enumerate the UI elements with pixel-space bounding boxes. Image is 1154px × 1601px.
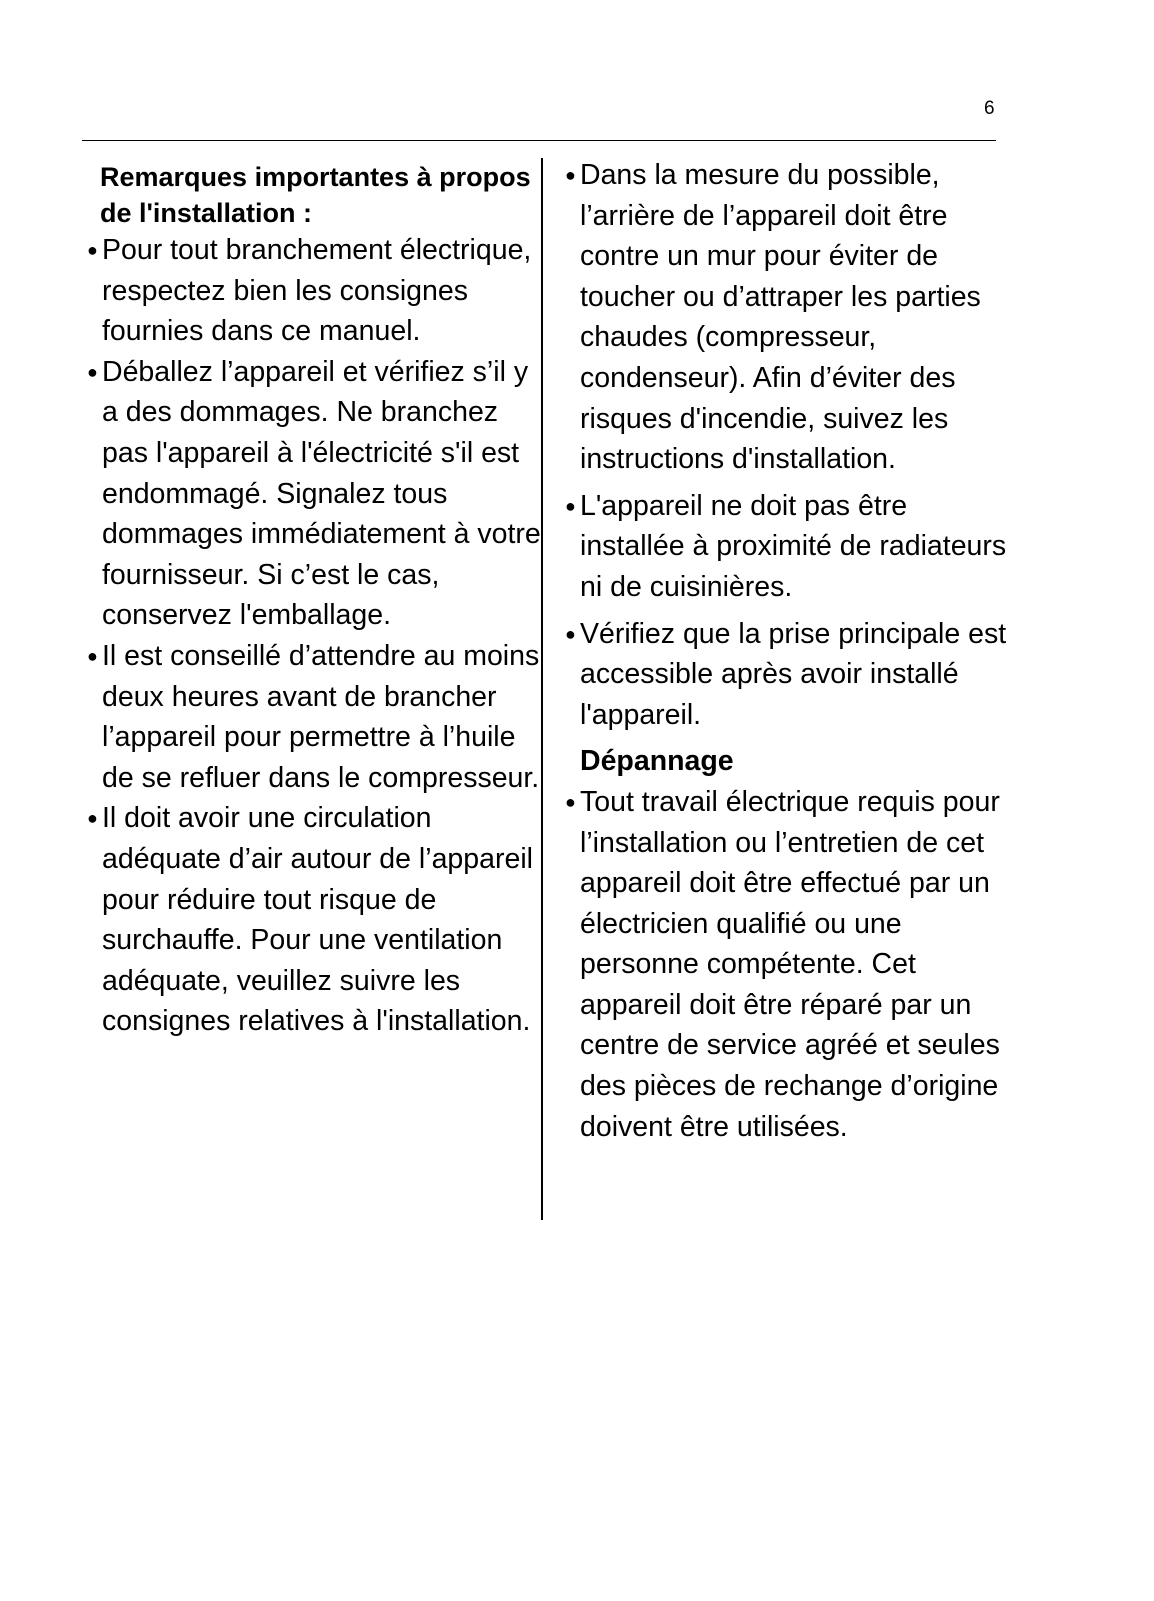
list-item-text: Dans la mesure du possible, l’arrière de l’appareil doit être contre un mur pour éviter de toucher ou d’attraper les parties chaudes (compresseur, condenseur). Afin d’éviter des risques d'incendie, suivez les instructions d'installation. xyxy=(580,159,981,476)
right-column xyxy=(565,155,1010,1147)
list-item xyxy=(87,636,542,798)
troubleshooting-heading: Dépannage xyxy=(580,745,734,778)
list-item-text: Déballez l’appareil et vérifiez s’il y a des dommages. Ne branchez pas l'appareil à l'électricité s'il est endommagé. Signalez tous dommages immédiatement à votre fournisseur. Si c’est le cas, conservez l'emballage. xyxy=(102,355,541,632)
left-column xyxy=(87,230,542,1042)
page-number: 6 xyxy=(984,98,995,119)
bullet-icon: ● xyxy=(565,165,576,185)
list-item-text: Vérifiez que la prise principale est accessible après avoir installé l'appareil. xyxy=(580,617,1007,731)
list-item-text: L'appareil ne doit pas être installée à proximité de radiateurs ni de cuisinières. xyxy=(580,489,1007,603)
installation-notes-heading: Remarques importantes à propos de l'installation : xyxy=(100,162,531,228)
list-item xyxy=(87,230,542,352)
bullet-icon: ● xyxy=(565,495,576,516)
bullet-icon: ● xyxy=(87,808,98,829)
list-item xyxy=(87,798,542,1042)
list-item xyxy=(565,782,1010,1147)
header-rule xyxy=(82,140,996,141)
bullet-icon: ● xyxy=(565,623,576,644)
list-item xyxy=(565,155,1010,480)
bullet-icon: ● xyxy=(565,791,576,812)
bullet-icon: ● xyxy=(87,645,98,666)
bullet-icon: ● xyxy=(87,361,98,382)
list-item xyxy=(87,352,542,636)
list-item-text: Pour tout branchement électrique, respectez bien les consignes fournies dans ce manuel. xyxy=(102,234,532,348)
list-item-text: Il est conseillé d’attendre au moins deux heures avant de brancher l’appareil pour permettre à l’huile de se refluer dans le compresseur. xyxy=(102,639,540,794)
list-item xyxy=(565,614,1010,736)
list-item xyxy=(565,486,1010,608)
list-item-text: Tout travail électrique requis pour l’installation ou l’entretien de cet appareil doit être effectué par un électricien qualifié ou une personne compétente. Cet appareil doit être réparé par un centre de service agréé et seules des pièces de rechange d’origine doivent être utilisées. xyxy=(580,785,1000,1143)
list-item-text: Il doit avoir une circulation adéquate d’air autour de l’appareil pour réduire tout risque de surchauffe. Pour une ventilation adéquate, veuillez suivre les consignes relatives à l'installation. xyxy=(102,802,533,1038)
bullet-icon: ● xyxy=(87,240,98,260)
